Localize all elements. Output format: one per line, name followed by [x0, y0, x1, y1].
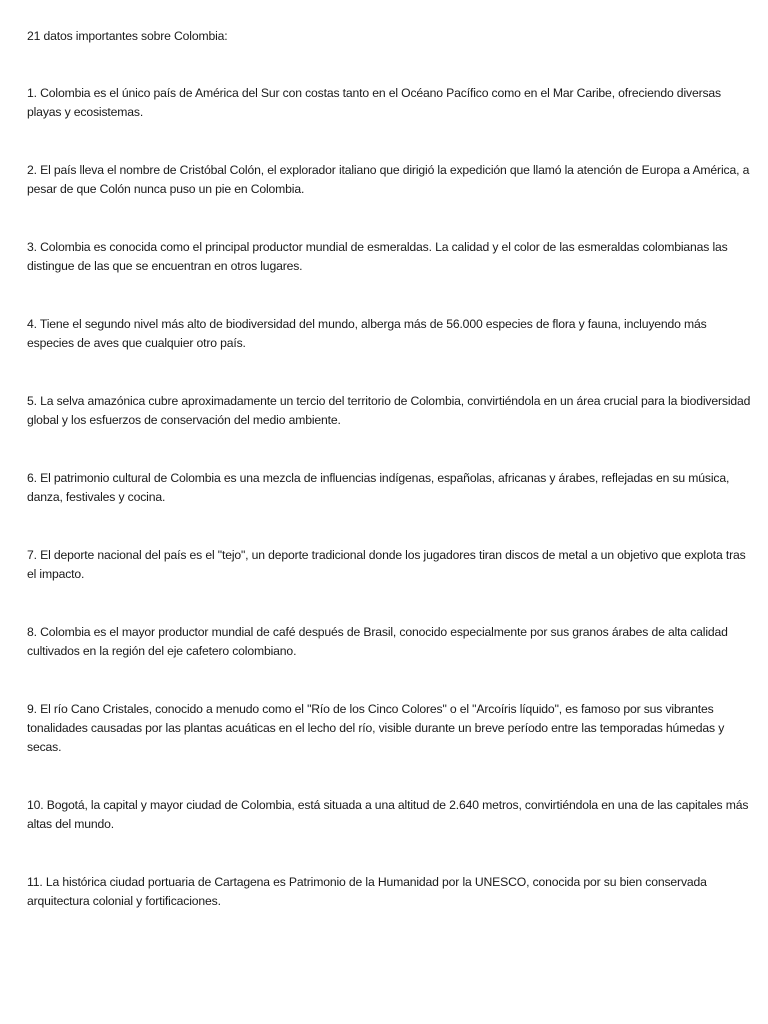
fact-paragraph-2: 2. El país lleva el nombre de Cristóbal Colón, el explorador italiano que dirigió la expedición que llamó la atención de Europa a América, a pesar de que Colón nunca puso un pie en Colombia. — [27, 163, 750, 196]
fact-paragraph-1: 1. Colombia es el único país de América del Sur con costas tanto en el Océano Pacífico como en el Mar Caribe, ofreciendo diversas playas y ecosistemas. — [27, 86, 721, 119]
fact-paragraph-6: 6. El patrimonio cultural de Colombia es una mezcla de influencias indígenas, españolas, africanas y árabes, reflejadas en su música, danza, festivales y cocina. — [27, 471, 730, 504]
fact-paragraph-10: 10. Bogotá, la capital y mayor ciudad de Colombia, está situada a una altitud de 2.640 metros, convirtiéndola en una de las capitales más altas del mundo. — [27, 798, 749, 831]
fact-paragraph-5: 5. La selva amazónica cubre aproximadamente un tercio del territorio de Colombia, convirtiéndola en un área crucial para la biodiversidad global y los esfuerzos de conservación del medio ambiente. — [27, 394, 751, 427]
document-title: 21 datos importantes sobre Colombia: — [27, 29, 228, 43]
fact-paragraph-3: 3. Colombia es conocida como el principal productor mundial de esmeraldas. La calidad y el color de las esmeraldas colombianas las distingue de las que se encuentran en otros lugares. — [27, 240, 728, 273]
fact-paragraph-8: 8. Colombia es el mayor productor mundial de café después de Brasil, conocido especialmente por sus granos árabes de alta calidad cultivados en la región del eje cafetero colombiano. — [27, 625, 728, 658]
fact-paragraph-11: 11. La histórica ciudad portuaria de Cartagena es Patrimonio de la Humanidad por la UNESCO, conocida por su bien conservada arquitectura colonial y fortificaciones. — [27, 875, 707, 908]
fact-paragraph-7: 7. El deporte nacional del país es el "tejo", un deporte tradicional donde los jugadores tiran discos de metal a un objetivo que explota tras el impacto. — [27, 548, 746, 581]
fact-paragraph-4: 4. Tiene el segundo nivel más alto de biodiversidad del mundo, alberga más de 56.000 especies de flora y fauna, incluyendo más especies de aves que cualquier otro país. — [27, 317, 707, 350]
fact-paragraph-9: 9. El río Cano Cristales, conocido a menudo como el "Río de los Cinco Colores" o el "Arcoíris líquido", es famoso por sus vibrantes tonalidades causadas por las plantas acuáticas en el lecho del río, visible durante un breve período entre las temporadas húmedas y secas. — [27, 702, 725, 754]
